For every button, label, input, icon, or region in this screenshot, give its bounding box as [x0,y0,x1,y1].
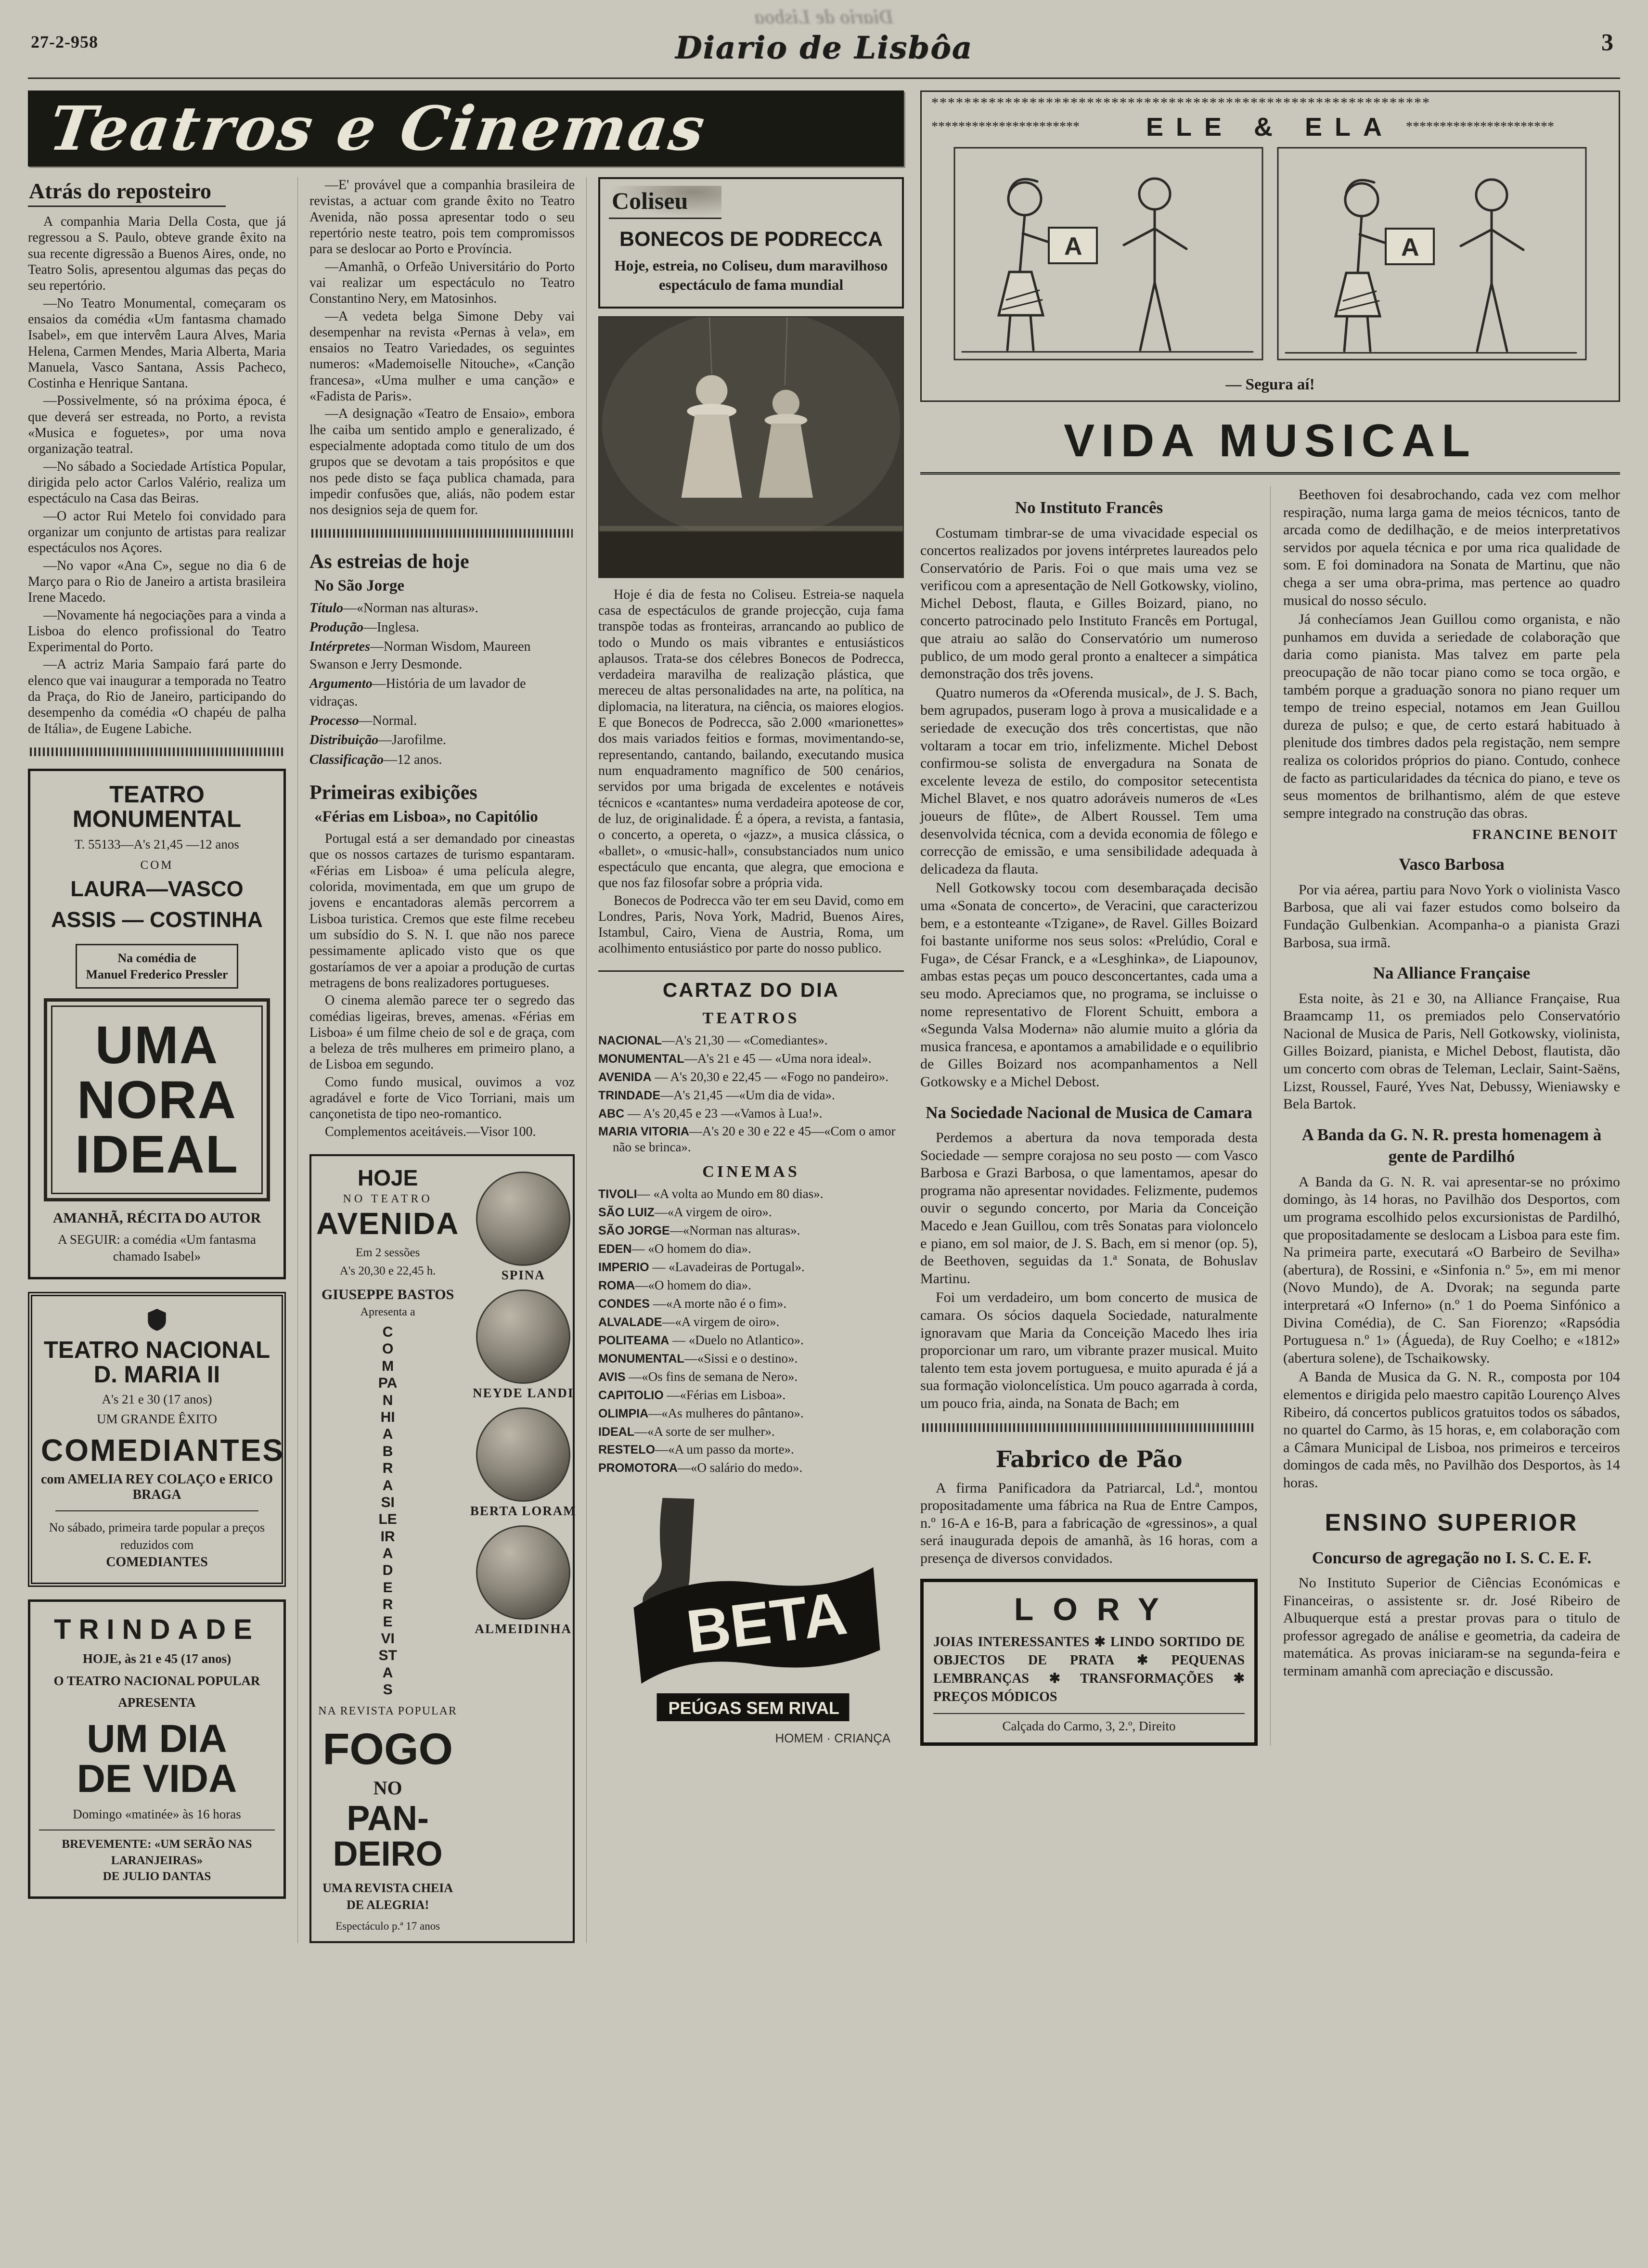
film-fact [309,675,575,710]
ad-show-title-3: PAN-DEIRO [333,1799,443,1873]
performer-name: ALMEIDINHA [475,1622,572,1637]
paragraph: —No vapor «Ana C», segue no dia 6 de Março para o Rio de Janeiro a artista brasileira Irene Macedo. [28,558,286,606]
fact-key: Distribuição [309,733,379,748]
column-4 [920,486,1270,1746]
cartaz-entry [598,1204,904,1220]
paragraph: Perdemos a abertura da nova temporada desta Sociedade — sempre corajosa no seu posto — com Vasco Barbosa e Grazi Barbosa, o que lamentamos, apesar do programa não apresentar novidades. Felizmente, pudemos ouvir o segundo concerto, por Maria da Conceição Macedo e Jean Guillou, com três Sonatas para violoncelo e piano, em sol maior, de J. S. Bach, em si menor (op. 5), de Beethoven, seguidas da 1.ª Sonata, de Bohuslav Martinu. [920,1130,1258,1287]
venue-name: NACIONAL [598,1033,662,1047]
venue-name: OLIMPIA [598,1406,649,1420]
byline-signature: FRANCINE BENOIT [1472,827,1618,843]
paragraph: —A designação «Teatro de Ensaio», embora lhe caiba um sentido amplo e generalizado, é especialmente adoptada como titulo de um dos grupos que se devotam a tais propósitos e que nos pede disto se faça publica chamada, para impedir confusões que, aliás, não podem estar nos designios seja de quem for. [309,406,575,518]
ad-beta [598,1488,904,1758]
fact-value: —Norman Wisdom, Maureen Swanson e Jerry Desmonde. [309,639,531,672]
fact-value: —História de um lavador de vidraças. [309,676,526,709]
cartaz-entry [598,1087,904,1103]
cartaz-do-dia [598,970,904,1476]
coliseu-headline: BONECOS DE PODRECCA [619,228,883,251]
comic-drawing [931,146,1609,372]
venue-show: —«Sissi e o destino». [684,1351,798,1366]
coming-soon-text: BREVEMENTE: «UM SERÃO NAS LARANJEIRAS» [62,1837,252,1867]
venue-show: — A's 20,45 e 23 —«Vamos à Lua!». [624,1106,823,1121]
beta-tagline-text: PEÚGAS SEM RIVAL [668,1698,839,1718]
paragraph: Foi um verdadeiro, um bom concerto de musica de camara. Os sócios daquela Sociedade, naturalmente ignoravam que Maria da Conceição Macedo lhes iria proporcionar um raro, um vibrante prazer musical. Muito talento tem esta jovem portuguesa, e muito apurada é já a sua formação violoncelística. Um pouco agarrada à corda, um pouco fria, ainda, na Sonata de Bach; em [920,1289,1258,1411]
fabrico-title: Fabrico de Pão [995,1446,1183,1473]
footer-text: No sábado, primeira tarde popular a preços reduzidos com [49,1521,265,1552]
ad-com-label: COM [140,858,174,872]
paragraph: —No Teatro Monumental, começaram os ensaios da comédia «Um fantasma chamado Isabel», em que intervêm Laura Alves, Maria Helena, Carmen Mendes, Maria Alberta, Maria Manuela, Vasco Santana, Assis Pacheco, Costinha e Henrique Santana. [28,296,286,391]
beta-audience-text: HOMEM · CRIANÇA [775,1731,891,1746]
ensino-title: ENSINO SUPERIOR [1325,1508,1579,1536]
cartaz-entry [598,1123,904,1155]
venue-show: — «O homem do dia». [631,1241,751,1256]
ad-shop-offer: JOIAS INTERESSANTES ✱ LINDO SORTIDO DE OBJECTOS DE PRATA ✱ PEQUENAS LEMBRANÇAS ✱ TRANSFORMAÇÕES ✱ PREÇOS MÓDICOS [933,1635,1245,1704]
gnr-title: A Banda da G. N. R. presta homenagem à gente de Pardilhó [1301,1125,1602,1166]
ad-teatro-avenida [309,1154,575,1943]
section-banner [28,90,904,167]
comic-ele-e-ela [920,90,1620,402]
ad-footer [41,1519,273,1571]
divider [55,1510,258,1511]
article-title-atras: Atrás do reposteiro [28,178,226,207]
venue-show: —«A um passo da morte». [655,1442,794,1457]
film-fact-list [309,600,575,769]
comic-star-right [1406,119,1609,135]
ad-theatre-name: TEATRO MONUMENTAL [72,782,242,833]
cartaz-entry [598,1106,904,1121]
paragraph: —No sábado a Sociedade Artística Popular, dirigida pelo actor Carlos Valério, realiza um espectáculo na Casa das Beiras. [28,459,286,506]
instituto-body [920,525,1258,1091]
alliance-title: Na Alliance Française [1373,964,1531,983]
performer [463,1172,583,1283]
comic-star-border [931,95,1609,111]
beta-brand-text: BETA [682,1579,851,1666]
venue-name: CONDES [598,1297,650,1311]
venue-name: CAPITOLIO [598,1388,664,1402]
paragraph: Nell Gotkowsky tocou com desembaraçada decisão uma «Sonata de concerto», de Veracini, que caracterizou bem, e a estonteante «Tzigane», de Ravel. Gilles Boizard foi bastante uniforme nos seus solos: «Prelúdio, Coral e Fuga», de César Franck, e a «Lesghinka», de Liapounov, ambas estas peças um pouco desconcertantes, cada uma a seu modo. Apreciamos que, no programa, se incluisse o nome representativo de Florent Schuitt, embora a «Segunda Valsa Moderna» não alumie muito a glória da musica francesa, e apontamos a amabilidade e o equilibrio de Gilles Boizard nos acompanhamentos a Nell Gotkowsky e a Michel Debost. [920,880,1258,1090]
cartaz-entry [598,1351,904,1366]
cartaz-entry [598,1332,904,1348]
play-title-line: NORA [77,1070,237,1130]
ad-cast-line1: LAURA—VASCO [70,876,244,901]
coming-soon-author: DE JULIO DANTAS [103,1870,211,1883]
section-title-primeiras: Primeiras exibições [309,782,477,804]
fact-key: Argumento [309,676,373,692]
paragraph: Costumam timbrar-se de uma vivacidade especial os concertos realizados por jovens intérpretes laureados pelo Conservatório de Paris. Foi o que mais uma vez se verificou com a apresentação de Nell Gotkowsky, violino, Michel Debost, flauta, e Gilles Boizard, piano, no concerto patrocinado pelo Instituto Francês em Portugal, que atraiu ao salão do Conservatório um numeroso publico, de um modo geral pronto a enaltecer a simpática demonstração dos três jovens. [920,525,1258,682]
cartaz-title: CARTAZ DO DIA [598,970,904,1002]
cartaz-cinemas-label: CINEMAS [702,1163,800,1181]
fact-key: Classificação [309,752,384,767]
venue-name: ABC [598,1107,625,1121]
podrecca-photo [598,316,904,578]
section-banner-title: Teatros e Cinemas [45,93,711,164]
performer-photo [476,1525,570,1620]
venue-show: —A's 21,30 — «Comediantes». [661,1032,828,1047]
performer-name: SPINA [501,1268,545,1283]
page-number: 3 [1601,28,1613,55]
cartaz-entry [598,1277,904,1293]
ad-revista-label: NA REVISTA POPULAR [318,1704,458,1717]
column-1 [28,177,297,1943]
ad-teatro-dmaria [28,1292,286,1587]
paragraph: Hoje é dia de festa no Coliseu. Estreia-se naquela casa de espectáculos de grande projecção, cuja fama transpõe todas as fronteiras, arrancando ao publico de todo o Mundo os mais vibrantes e entusiásticos aplausos. Trata-se dos célebres Bonecos de Podrecca, verdadeira maravilha de realização plástica, que mereceu de altas personalidades na arte, na política, na diplomacia, na literatura, na ciência, os maiores elogios. E que Bonecos de Podrecca, são 2.000 «marionettes» dos mais variados feitios e formas, movimentando-se, representando, cantando, bailando, executando musica num enquadramento magnífico de 500 cenários, servidos por uma brigada de excelentes e notáveis técnicos e «cantantes» numa verdadeira apoteose de cor, de luz, de originalidade. É a ópera, a revista, a fantasia, o concerto, a opereta, o «jazz», a musica clássica, o «ballet», o «music-hall», consubstanciados num unico espectáculo que encanta, que alegra, que emociona e que nos faz filosofar sobre a própria vida. [598,587,904,891]
paragraph: —Possivelmente, só na próxima época, é que deverá ser estreada, no Porto, a revista «Musica e foguetes», por uma nova organização teatral. [28,393,286,457]
paragraph: —Amanhã, o Orfeão Universitário do Porto vai realizar um espectáculo no Teatro Constantino Nery, em Matosinhos. [309,259,575,307]
cartaz-entry [598,1424,904,1440]
cartaz-entry [598,1314,904,1330]
venue-show: —«A virgem de oiro». [662,1314,780,1329]
ad-footer-line1: AMANHÃ, RÉCITA DO AUTOR [52,1210,261,1226]
paragraph: Esta noite, às 21 e 30, na Alliance Française, Rua Braamcamp 11, os premiados pelo Conservatório Nacional de Musica de Paris, Nell Gotkowsky, violinista, Gilles Boizard, pianista, e Michel Debost, flautista, dão um concerto com obras de Teleman, Leclair, Saint-Saëns, Lizst, Roussel, Fauré, Yves Nat, Debussy, Wieniawsky e Bela Bartok. [1283,990,1620,1112]
paragraph: Já conhecíamos Jean Guillou como organista, e não punhamos em duvida a seriedade de colaboração que daria como pianista. Mas talvez em parte pela preocupação de não tocar piano como se toca orgão, e também porque a graduação sonora no piano requer um tempo de treino especial, notamos em Jean Guillou dureza de pulso; e que, de certo estará habituado à plenitude dos timbres dados pela registação, nem sempre realiza os coloridos próprios do piano. Contudo, conhece de facto as particularidades da técnica do piano, e teve os seus momentos de brilhantismo, além de que esteve sempre integrado na construção das obras. [1283,611,1620,821]
podrecca-photo-image [599,317,903,577]
paragraph: Quatro numeros da «Oferenda musical», de J. S. Bach, bem agrupados, puseram logo à prova a musicalidade e a seriedade de execução dos três concertistas, que não voltaram a tocar em trio, infelizmente. Michel Debost confirmou-se solista de envergadura na Sonata de excelente leveza de estilo, do compositor setecentista Michel Blavet, e nos quatro adoráveis numeros de «Les joueurs de flûte», de Albert Roussel. Tem uma desenvolvida técnica, com a devida economia de fôlego e correcção de emissão, e uma sensibilidade adequada à delicadeza da flauta. [920,684,1258,877]
gnr-body [1283,1173,1620,1492]
fact-key: Título [309,600,344,616]
venue-show: — «Duelo no Atlantico». [669,1332,804,1347]
cartaz-entry [598,1387,904,1403]
venue-show: —A's 20 e 30 e 22 e 45—«Com o amor não se brinca». [613,1124,896,1155]
venue-show: — «A volta ao Mundo em 80 dias». [637,1186,824,1201]
ad-tagline: UMA REVISTA CHEIA DE ALEGRIA! [322,1881,453,1912]
cartaz-entry [598,1032,904,1048]
ad-footer-line2: A SEGUIR: a comédia «Um fantasma chamado Isabel» [58,1232,256,1264]
cartaz-entry [598,1296,904,1312]
venue-name: IDEAL [598,1425,634,1439]
section-title-estreias: As estreias de hoje [309,550,469,573]
performer-name: BERTA LORAM [470,1504,577,1519]
paragraph: —O actor Rui Metelo foi convidado para organizar um conjunto de artistas para realizar espectáculos nos Açores. [28,508,286,556]
masthead: Diario de Lisbôa [675,30,973,66]
venue-name: SÃO JORGE [598,1224,670,1238]
performer-photo [476,1289,570,1384]
fabrico-body [920,1480,1258,1568]
review-body [309,831,575,1140]
venue-name: EDEN [598,1242,632,1256]
performer-photo [476,1172,570,1266]
paragraph: Como fundo musical, ouvimos a voz agradável e forte de Vico Torriani, mais um cançonetista de tipo neo-romantico. [309,1074,575,1122]
comic-star-left [931,119,1134,135]
ad-matinee: Domingo «matinée» às 16 horas [73,1806,241,1821]
ad-theatre-name: AVENIDA [316,1206,460,1241]
review-subtitle: «Férias em Lisboa», no Capitólio [314,808,538,826]
play-title-line: IDEAL [75,1125,239,1185]
sociedade-title: Na Sociedade Nacional de Musica de Camara [926,1103,1252,1122]
venue-name: TRINDADE [598,1088,661,1102]
cartaz-teatros-list [598,1032,904,1156]
masthead-ink-bleed: Diario de Lisboa [754,6,894,28]
comic-title: ELE & ELA [1146,113,1395,142]
ad-coming-soon [39,1830,275,1885]
paragraph: —A vedeta belga Simone Deby vai desempenhar na revista «Pernas à vela», em ensaios no Teatro Variedades, os seguintes numeros: «Mademoiselle Nitouche», «Canção francesa», «Uma mulher e uma canção» e «Fadista de Paris». [309,309,575,404]
ad-shop-name: LORY [1014,1591,1178,1627]
venue-name: IMPERIO [598,1261,649,1275]
venue-show: — A's 20,30 e 22,45 — «Fogo no pandeiro». [651,1069,889,1084]
paragraph: —E' provável que a companhia brasileira de revistas, a actuar com grande êxito no Teatro Avenida, não possa apresentar todo o seu repertório neste teatro, pois tem compromissos para se deslocar ao Porto e Província. [309,178,575,257]
divider-hatch [922,1423,1256,1432]
paragraph: Bonecos de Podrecca vão ter em seu David, como em Londres, Paris, Nova York, Madrid, Buenos Aires, Istambul, Cairo, Viena de Austria, Roma, um acolhimento entusiástico por parte do nosso publico. [598,893,904,956]
ad-theatre-name: TEATRO NACIONAL D. MARIA II [44,1337,270,1388]
sociedade-body [920,1129,1258,1413]
fact-value: —Normal. [359,713,417,728]
film-fact [309,619,575,636]
film-fact [309,600,575,617]
film-fact [309,732,575,749]
column-3 [586,177,904,1943]
coliseu-title: Coliseu [609,186,721,219]
venue-title: No São Jorge [314,577,404,594]
ad-lory [920,1579,1258,1745]
ad-presents: APRESENTA [118,1695,196,1710]
fact-value: —Inglesa. [363,619,419,635]
ad-tagline: UM GRANDE ÊXITO [97,1412,217,1427]
cartaz-entry [598,1223,904,1238]
cartaz-entry [598,1241,904,1257]
page-header [28,7,1620,79]
ad-show-title-1: FOGO [322,1725,453,1774]
performer-photo [476,1407,570,1502]
ensino-subtitle: Concurso de agregação no I. S. C. E. F. [1312,1548,1592,1567]
venue-name: TIVOLI [598,1187,637,1201]
right-section [920,90,1620,1943]
paragraph: No Instituto Superior de Ciências Económicas e Financeiras, o assistente sr. dr. José Ribeiro de Albuquerque está a prestar provas para o titulo de professor agregado de análise e geometria, da cadeira de matemática. As provas iniciaram-se na segunda-feira e terminam amanhã com apreciação e discussão. [1283,1575,1620,1679]
ad-theatre-name: TRINDADE [54,1614,260,1646]
ad-session-info: T. 55133—A's 21,45 —12 anos [75,837,239,851]
performer [463,1289,583,1401]
coliseu-article [598,587,904,957]
footer-title: COMEDIANTES [106,1554,208,1570]
theatre-cinema-section [28,90,904,1943]
ad-company-vertical: COMPANHIA BRASILEIRA DE REVISTAS [378,1324,398,1698]
paragraph: —Novamente há negociações para a vinda a Lisboa do elenco profissional do Teatro Experimental do Porto. [28,607,286,655]
venue-name: POLITEAMA [598,1333,670,1347]
venue-name: MARIA VITORIA [598,1125,689,1139]
venue-name: MONUMENTAL [598,1052,684,1066]
ensino-body [1283,1574,1620,1680]
paragraph: Complementos aceitáveis.—Visor 100. [325,1124,536,1139]
column-5 [1270,486,1620,1746]
ad-teatro-trindade [28,1599,286,1899]
fact-key: Intérpretes [309,639,370,655]
date-stamp: 27-2-958 [31,32,98,52]
paragraph: A Banda de Musica da G. N. R., composta por 104 elementos e dirigida pelo maestro capitão Lourenço Alves Ribeiro, dá concertos publicos gratuitos todos os sábados, no quartel do Carmo, às 15 horas, e, em colaboração com a Câmara Municipal de Lisboa, nos primeiros e terceiros domingos de cada mês, no Pavilhão dos Desportos, às 14 horas. [1283,1369,1620,1491]
paragraph: O cinema alemão parece ter o segredo das comédias ligeiras, breves, amenas. «Férias em Lisboa» é um filme cheio de sol e de graça, com a beleza de três mulheres em primeiro plano, a de Lisboa em segundo. [309,993,575,1072]
main-content [28,90,1620,1943]
crest-icon [147,1308,167,1334]
ad-avenida-text [316,1165,459,1933]
ad-company: O TEATRO NACIONAL POPULAR [53,1673,260,1688]
paragraph: Por via aérea, partiu para Novo York o violinista Vasco Barbosa, que ali vai fazer estudos como bolseiro da Fundação Gulbenkian. Acompanha-o a pianista Grazi Barbosa, sua irmã. [1283,881,1620,951]
venue-show: —«A sorte de ser mulher». [634,1424,775,1439]
cartaz-cinemas-list [598,1186,904,1476]
film-fact [309,751,575,769]
ad-presents-label: Apresenta a [360,1306,415,1319]
venue-name: MONUMENTAL [598,1352,684,1366]
vida-musical-title: VIDA MUSICAL [920,414,1620,475]
fact-value: —Jarofilme. [378,733,446,748]
ad-times: A's 20,30 e 22,45 h. [339,1264,436,1278]
venue-name: ALVALADE [598,1315,662,1329]
vida-continuation [1283,486,1620,822]
ad-sessions: Em 2 sessões [355,1246,420,1260]
beta-logo [598,1488,904,1758]
ad-session-info: HOJE, às 21 e 45 (17 anos) [82,1651,232,1666]
ad-presenter: GIUSEPPE BASTOS [321,1287,454,1303]
ad-show-title-2: NO [373,1777,402,1799]
venue-name: RESTELO [598,1443,656,1457]
fact-value: —12 anos. [384,752,442,767]
ad-session-info: A's 21 e 30 (17 anos) [102,1392,212,1407]
venue-show: —«As mulheres do pântano». [648,1405,804,1420]
instituto-title: No Instituto Francês [1015,498,1163,517]
divider-hatch [311,529,573,538]
ad-cast: com AMELIA REY COLAÇO e ERICO BRAGA [41,1472,273,1503]
venue-name: ROMA [598,1279,635,1293]
venue-name: AVIS [598,1370,626,1384]
fact-key: Processo [309,713,359,728]
cartaz-entry [598,1369,904,1385]
ad-teatro-monumental [28,769,286,1279]
paragraph: A Banda da G. N. R. vai apresentar-se no próximo domingo, às 14 horas, no Pavilhão dos Desportos, com um programa escolhido pelos excursionistas de Pardilhó, que propositadamente se deslocam a Lisboa para este fim. Na primeira parte, executará «O Barbeiro de Sevilha» (abertura), de Rossini, e «Sinfonia n.º 5», em mi menor (Novo Mundo), de A. Dvorak; na segunda parte interpretará «O Inferno» (n.º 1 do Poema Sinfónico a Divina Comédia), de C. San Fiorenzo; «Rapsódia Portuguesa n.º 1» (Águeda), de Ruy Coelho; e «1812» (abertura solene), de Tschaikowsky. [1283,1173,1620,1366]
venue-show: —A's 21 e 45 — «Uma nora ideal». [684,1051,872,1066]
comedy-label: Na comédia de [117,951,196,965]
performer [463,1525,583,1637]
paragraph: A companhia Maria Della Costa, que já regressou a S. Paulo, obteve grande êxito na sua recente digressão a Buenos Aires, onde, no Teatro Solis, apresentou algumas das peças do seu repertório. [28,214,286,294]
ad-play-title-frame [44,998,270,1201]
divider-hatch [30,747,284,756]
cartaz-entry [598,1051,904,1067]
comic-caption: — Segura aí! [1225,376,1315,393]
vasco-body [1283,881,1620,952]
ad-no-teatro: NO TEATRO [343,1193,433,1206]
cartaz-entry [598,1259,904,1275]
alliance-body [1283,990,1620,1113]
ad-hoje: HOJE [358,1165,418,1191]
venue-show: —«Férias em Lisboa». [663,1387,786,1402]
ad-play-title: COMEDIANTES [41,1433,284,1468]
article-atras-body [28,214,286,737]
fact-value: —«Norman nas alturas». [343,600,478,616]
venue-show: —«Norman nas alturas». [670,1223,800,1238]
column-2 [297,177,586,1943]
paragraph: Beethoven foi desabrochando, cada vez com melhor respiração, numa larga gama de meios técnicos, tanto de arcada como de dedilhação, e de meios interpretativos servidos por aquela técnica e por uma rica qualidade de som. E foi dominadora na Sonata de Martinu, que não chega a ser uma obra-prima, mas pertence ao quadro musical do nosso século. [1283,487,1620,608]
venue-name: SÃO LUIZ [598,1206,655,1220]
cartaz-entry [598,1442,904,1457]
performer [463,1407,583,1519]
venue-show: —«O homem do dia». [635,1278,751,1293]
venue-show: —«A morte não é o fim». [649,1296,787,1311]
ad-play-title: UM DIA DE VIDA [77,1716,237,1801]
venue-show: —A's 21,45 —«Um dia de vida». [660,1087,835,1102]
venue-show: —«Os fins de semana de Nero». [625,1369,798,1384]
ad-age-rating: Espectáculo p.ª 17 anos [335,1920,440,1933]
comedy-author: Manuel Frederico Pressler [86,967,228,981]
film-fact [309,712,575,730]
ad-comedy-credit [76,944,238,989]
paragraph: —A actriz Maria Sampaio fará parte do elenco que vai inaugurar a temporada no Teatro da Praça, do Rio de Janeiro, participando do desempenho da comédia «O chapéu de palha de Itália», de Eugene Labiche. [28,657,286,736]
vasco-title: Vasco Barbosa [1399,855,1505,874]
venue-name: AVENIDA [598,1070,652,1084]
paragraph: Portugal está a ser demandado por cineastas que os nossos cartazes de turismo espantaram. «Férias em Lisboa» é uma película alegre, colorida, movimentada, em que um grupo de jovens e encantadoras alemãs percorrem a Lisboa turistica. Cremos que este filme recebeu um subsídio do S. N. I. que não nos parece pessimamente aplicado visto que os que gostaríamos de ver a apoiar a produção de curtas metragens de bons realizadores portugueses. [309,831,575,991]
fact-key: Produção [309,619,363,635]
paragraph: A firma Panificadora da Patriarcal, Ld.ª, montou propositadamente uma fábrica na Rua de Entre Campos, n.º 16-A e 16-B, para a fabricação de «gressinos», a qual será inaugurada depois de amanhã, às 16 horas, com a presença de diversos convidados. [920,1480,1258,1566]
cartaz-entry [598,1405,904,1421]
ad-cast-line2: ASSIS — COSTINHA [51,907,263,932]
cartaz-teatros-label: TEATROS [702,1009,800,1027]
cartaz-entry [598,1186,904,1202]
cartaz-entry [598,1069,904,1085]
ad-avenida-photos [463,1165,583,1933]
book-letter-2: A [1401,233,1419,261]
venue-show: — «Lavadeiras de Portugal». [649,1260,805,1275]
coliseu-box [598,177,904,309]
play-title-line: UMA [95,1016,219,1075]
cartaz-entry [598,1460,904,1476]
book-letter-1: A [1064,232,1082,260]
film-fact [309,638,575,673]
ad-shop-address: Calçada do Carmo, 3, 2.º, Direito [933,1713,1245,1734]
coliseu-subhead: Hoje, estreia, no Coliseu, dum maravilhoso espectáculo de fama mundial [614,257,888,294]
article-atras-continuation [309,177,575,518]
venue-show: —«A virgem de oiro». [654,1205,772,1220]
performer-name: NEYDE LANDI [473,1386,574,1401]
venue-show: —«O salário do medo». [677,1460,803,1475]
venue-name: PROMOTORA [598,1461,678,1475]
